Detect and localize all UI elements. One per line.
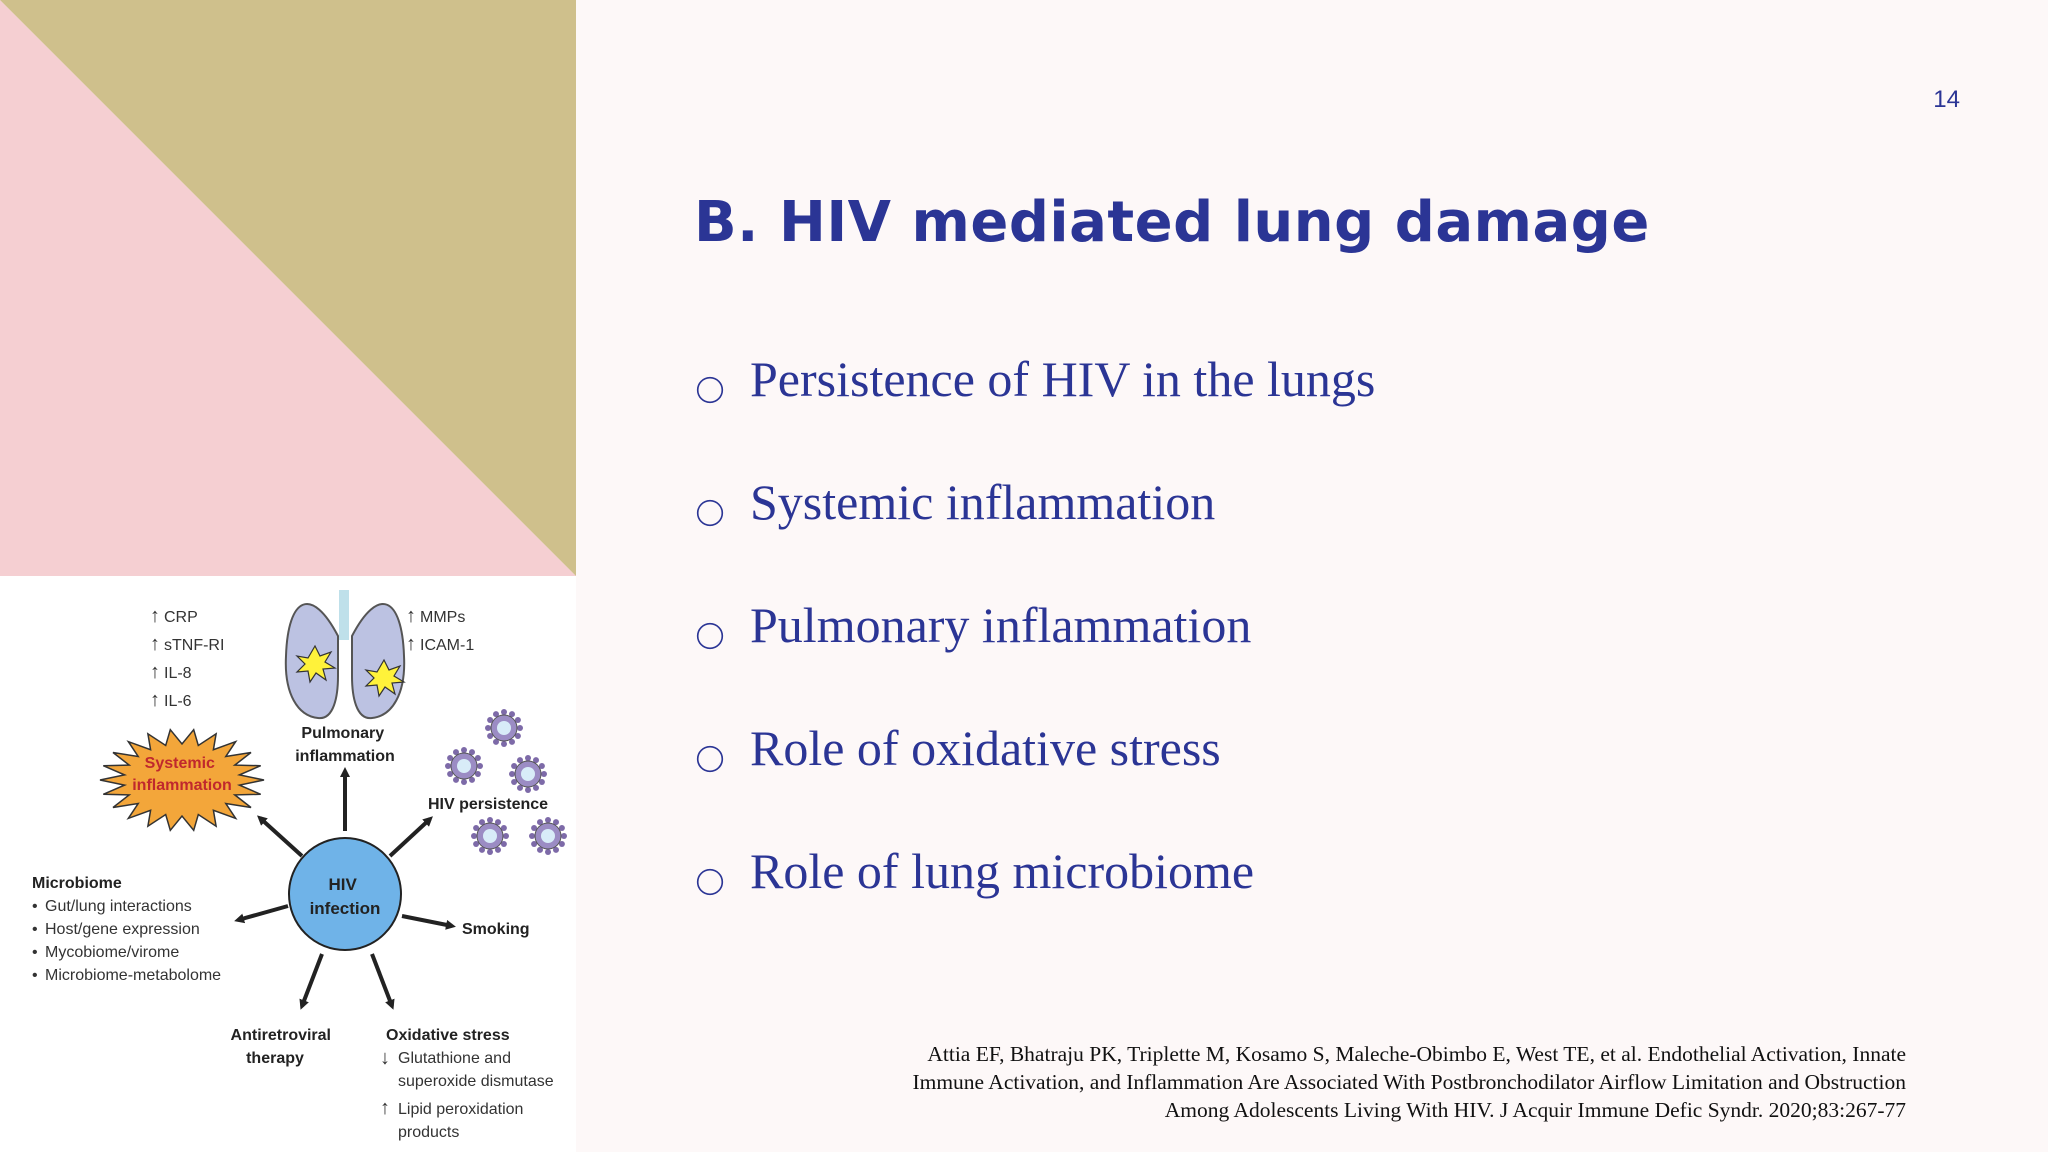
virus-icon bbox=[509, 755, 547, 793]
bullet-item bbox=[694, 719, 1375, 842]
arrow-to-smoking bbox=[402, 916, 452, 926]
smoking-label: Smoking bbox=[462, 921, 530, 938]
virus-group bbox=[445, 709, 567, 855]
systemic-markers bbox=[150, 605, 224, 711]
bullet-text: Role of oxidative stress bbox=[750, 720, 1221, 776]
svg-text:•: • bbox=[32, 898, 38, 915]
bullet-item bbox=[694, 350, 1375, 473]
citation-line: Attia EF, Bhatraju PK, Triplette M, Kosamo S, Maleche-Obimbo E, West TE, et al. Endothelial Activation, Innate bbox=[927, 1042, 1906, 1066]
bullet-list bbox=[694, 350, 1375, 965]
down-arrow-icon: ↓ bbox=[380, 1047, 390, 1069]
systemic-marker: CRP bbox=[164, 609, 198, 626]
pulmonary-inflammation-label: Pulmonary inflammation bbox=[295, 725, 395, 765]
bullet-text: Persistence of HIV in the lungs bbox=[750, 351, 1376, 407]
slide-title: B. HIV mediated lung damage bbox=[694, 190, 1650, 255]
up-arrow-icon: ↑ bbox=[406, 605, 416, 627]
virus-icon bbox=[529, 817, 567, 855]
bullet-item bbox=[694, 842, 1375, 965]
arrow-to-persistence bbox=[390, 819, 430, 856]
bullet-item bbox=[694, 596, 1375, 719]
up-arrow-icon: ↑ bbox=[406, 633, 416, 655]
microbiome-block bbox=[32, 875, 221, 984]
bullet-text: Systemic inflammation bbox=[750, 474, 1216, 530]
systemic-marker: IL-6 bbox=[164, 693, 192, 710]
up-arrow-icon: ↑ bbox=[150, 689, 160, 711]
slide-number: 14 bbox=[1933, 86, 1960, 113]
bullet-circle-icon bbox=[697, 869, 723, 895]
systemic-marker: IL-8 bbox=[164, 665, 192, 682]
arrow-to-antiretroviral bbox=[302, 954, 322, 1006]
pulmonary-marker: ICAM-1 bbox=[420, 637, 475, 654]
decorative-triangles bbox=[0, 0, 576, 576]
oxidative-down-line: superoxide dismutase bbox=[398, 1073, 554, 1090]
virus-icon bbox=[485, 709, 523, 747]
bullet-circle-icon bbox=[697, 623, 723, 649]
bullet-circle-icon bbox=[697, 500, 723, 526]
hiv-infection-circle bbox=[289, 838, 401, 950]
microbiome-item: Host/gene expression bbox=[45, 921, 200, 938]
citation bbox=[706, 1040, 1906, 1124]
bullet-text: Role of lung microbiome bbox=[750, 843, 1255, 899]
pulmonary-markers bbox=[406, 605, 474, 655]
virus-icon bbox=[445, 747, 483, 785]
arrow-to-systemic bbox=[260, 818, 302, 856]
citation-line: Immune Activation, and Inflammation Are Associated With Postbronchodilator Airflow Limitation and Obstruction bbox=[912, 1070, 1906, 1094]
pulmonary-marker: MMPs bbox=[420, 609, 466, 626]
svg-text:•: • bbox=[32, 921, 38, 938]
citation-line: Among Adolescents Living With HIV. J Acquir Immune Defic Syndr. 2020;83:267-77 bbox=[1164, 1098, 1906, 1122]
virus-icon bbox=[471, 817, 509, 855]
arrow-to-microbiome bbox=[238, 906, 288, 920]
oxidative-stress-block bbox=[380, 1027, 554, 1141]
bullet-circle-icon bbox=[697, 746, 723, 772]
hiv-persistence-label: HIV persistence bbox=[428, 796, 549, 813]
systemic-inflammation-label: Systemic inflammation bbox=[132, 755, 232, 794]
hiv-infection-label: HIV infection bbox=[309, 875, 381, 918]
svg-text:•: • bbox=[32, 944, 38, 961]
bullet-item bbox=[694, 473, 1375, 596]
bullet-text: Pulmonary inflammation bbox=[750, 597, 1252, 653]
bullet-circle-icon bbox=[697, 377, 723, 403]
up-arrow-icon: ↑ bbox=[150, 605, 160, 627]
oxidative-up-line: Lipid peroxidation bbox=[398, 1101, 524, 1118]
microbiome-heading: Microbiome bbox=[32, 875, 122, 892]
oxidative-stress-heading: Oxidative stress bbox=[386, 1027, 510, 1044]
antiretroviral-therapy-label: Antiretroviral therapy bbox=[230, 1027, 332, 1067]
microbiome-item: Gut/lung interactions bbox=[45, 898, 192, 915]
svg-text:•: • bbox=[32, 967, 38, 984]
up-arrow-icon: ↑ bbox=[380, 1097, 390, 1119]
arrow-to-oxidative bbox=[372, 954, 392, 1006]
systemic-marker: sTNF-RI bbox=[164, 637, 225, 654]
up-arrow-icon: ↑ bbox=[150, 661, 160, 683]
microbiome-item: Mycobiome/virome bbox=[45, 944, 180, 961]
diagram-svg bbox=[0, 576, 576, 1152]
up-arrow-icon: ↑ bbox=[150, 633, 160, 655]
hiv-lung-damage-figure bbox=[0, 576, 576, 1152]
lungs-icon bbox=[286, 590, 404, 718]
microbiome-item: Microbiome-metabolome bbox=[45, 967, 222, 984]
oxidative-up-line: products bbox=[398, 1124, 460, 1141]
oxidative-down-line: Glutathione and bbox=[398, 1050, 511, 1067]
